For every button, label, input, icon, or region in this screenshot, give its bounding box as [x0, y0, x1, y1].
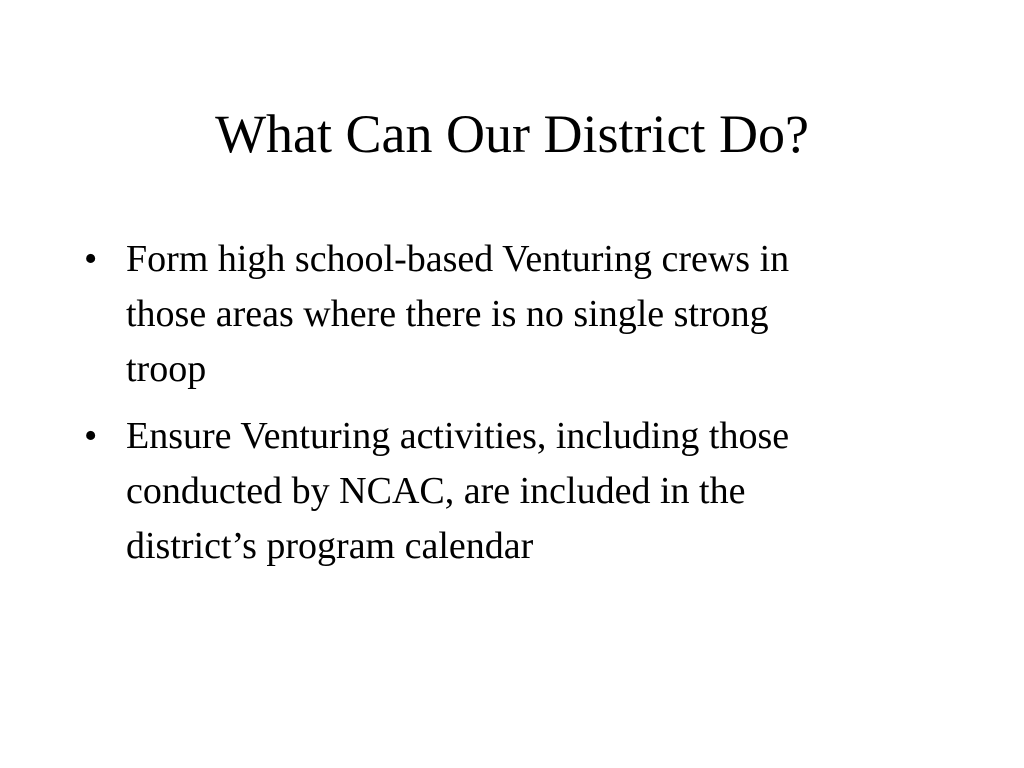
- bullet-text-line: Form high school-based Venturing crews in: [126, 238, 790, 280]
- bullet-text-line: Ensure Venturing activities, including those: [126, 415, 790, 457]
- bullet-text-line: conducted by NCAC, are included in the: [126, 470, 746, 512]
- bullet-text-line: district’s program calendar: [126, 525, 534, 567]
- bullet-dot-icon: •: [84, 415, 98, 457]
- bullet-text-line: those areas where there is no single strong: [126, 293, 769, 335]
- bullet-dot-icon: •: [84, 238, 98, 280]
- bullet-text-line: troop: [126, 348, 207, 390]
- bullet-list: [84, 232, 944, 586]
- slide-title: What Can Our District Do?: [215, 104, 809, 164]
- bullet-item: [84, 409, 944, 574]
- bullet-item: [84, 232, 944, 397]
